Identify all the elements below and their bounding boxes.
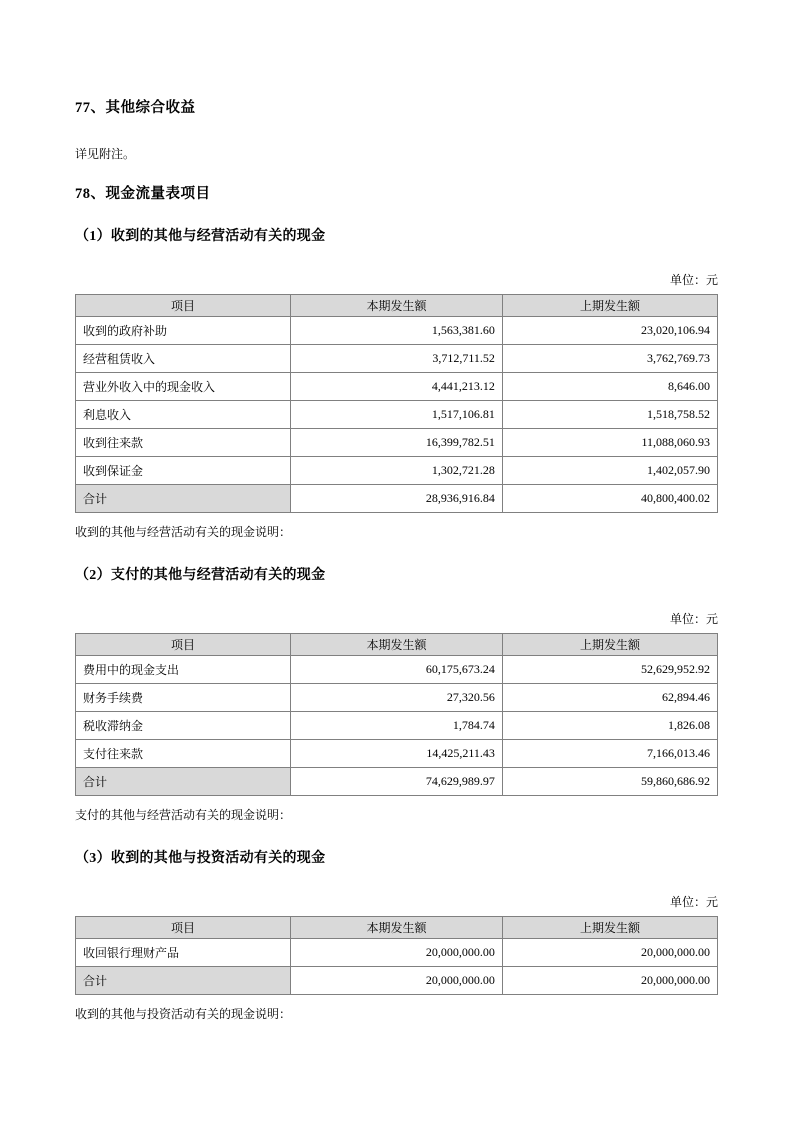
item-cell: 营业外收入中的现金收入 [76,373,291,401]
column-header: 项目 [76,295,291,317]
item-cell: 合计 [76,768,291,796]
amount-cell: 1,402,057.90 [502,457,717,485]
column-header: 上期发生额 [502,917,717,939]
amount-cell: 52,629,952.92 [502,656,717,684]
table-row [76,373,718,401]
amount-cell: 27,320.56 [291,684,503,712]
table-note-1: 收到的其他与经营活动有关的现金说明： [75,525,292,539]
amount-cell: 16,399,782.51 [291,429,503,457]
amount-cell: 1,563,381.60 [291,317,503,345]
section-heading-78: 78、现金流量表项目 [75,186,211,202]
table-row [76,401,718,429]
amount-cell: 59,860,686.92 [502,768,717,796]
table-row [76,712,718,740]
amount-cell: 3,712,711.52 [291,345,503,373]
amount-cell: 4,441,213.12 [291,373,503,401]
subsection-heading-2: （2）支付的其他与经营活动有关的现金 [75,568,326,583]
column-header: 上期发生额 [502,634,717,656]
amount-cell: 62,894.46 [502,684,717,712]
unit-label: 单位：元 [669,273,718,287]
column-header: 项目 [76,634,291,656]
amount-cell: 60,175,673.24 [291,656,503,684]
cash-received-operating-table [75,294,718,513]
amount-cell: 7,166,013.46 [502,740,717,768]
item-cell: 收到往来款 [76,429,291,457]
amount-cell: 1,302,721.28 [291,457,503,485]
amount-cell: 1,826.08 [502,712,717,740]
amount-cell: 1,784.74 [291,712,503,740]
amount-cell: 11,088,060.93 [502,429,717,457]
table-note-3: 收到的其他与投资活动有关的现金说明： [75,1007,292,1021]
amount-cell: 23,020,106.94 [502,317,717,345]
table-header-row [76,295,718,317]
table-row [76,457,718,485]
column-header: 本期发生额 [291,295,503,317]
table-row [76,939,718,967]
table-row [76,656,718,684]
table-row [76,740,718,768]
item-cell: 利息收入 [76,401,291,429]
subsection-heading-3: （3）收到的其他与投资活动有关的现金 [75,851,326,866]
amount-cell: 14,425,211.43 [291,740,503,768]
table-row [76,317,718,345]
amount-cell: 1,517,106.81 [291,401,503,429]
table-header-row [76,634,718,656]
table-row [76,345,718,373]
column-header: 本期发生额 [291,634,503,656]
amount-cell: 28,936,916.84 [291,485,503,513]
amount-cell: 20,000,000.00 [502,939,717,967]
table-header-row [76,917,718,939]
unit-label: 单位：元 [669,895,718,909]
total-row [76,768,718,796]
table-note-2: 支付的其他与经营活动有关的现金说明： [75,808,292,822]
amount-cell: 8,646.00 [502,373,717,401]
subsection-heading-1: （1）收到的其他与经营活动有关的现金 [75,229,326,244]
column-header: 本期发生额 [291,917,503,939]
unit-label: 单位：元 [669,612,718,626]
item-cell: 财务手续费 [76,684,291,712]
column-header: 上期发生额 [502,295,717,317]
item-cell: 合计 [76,485,291,513]
item-cell: 合计 [76,967,291,995]
cash-received-investing-table [75,916,718,995]
table-row [76,684,718,712]
item-cell: 经营租赁收入 [76,345,291,373]
item-cell: 税收滞纳金 [76,712,291,740]
table-row [76,429,718,457]
total-row [76,967,718,995]
column-header: 项目 [76,917,291,939]
amount-cell: 20,000,000.00 [502,967,717,995]
total-row [76,485,718,513]
amount-cell: 20,000,000.00 [291,967,503,995]
item-cell: 费用中的现金支出 [76,656,291,684]
item-cell: 收回银行理财产品 [76,939,291,967]
amount-cell: 40,800,400.02 [502,485,717,513]
amount-cell: 20,000,000.00 [291,939,503,967]
item-cell: 支付往来款 [76,740,291,768]
amount-cell: 74,629,989.97 [291,768,503,796]
cash-paid-operating-table [75,633,718,796]
section-heading-77: 77、其他综合收益 [75,100,196,116]
amount-cell: 1,518,758.52 [502,401,717,429]
item-cell: 收到保证金 [76,457,291,485]
see-notes-text: 详见附注。 [75,147,136,161]
amount-cell: 3,762,769.73 [502,345,717,373]
item-cell: 收到的政府补助 [76,317,291,345]
